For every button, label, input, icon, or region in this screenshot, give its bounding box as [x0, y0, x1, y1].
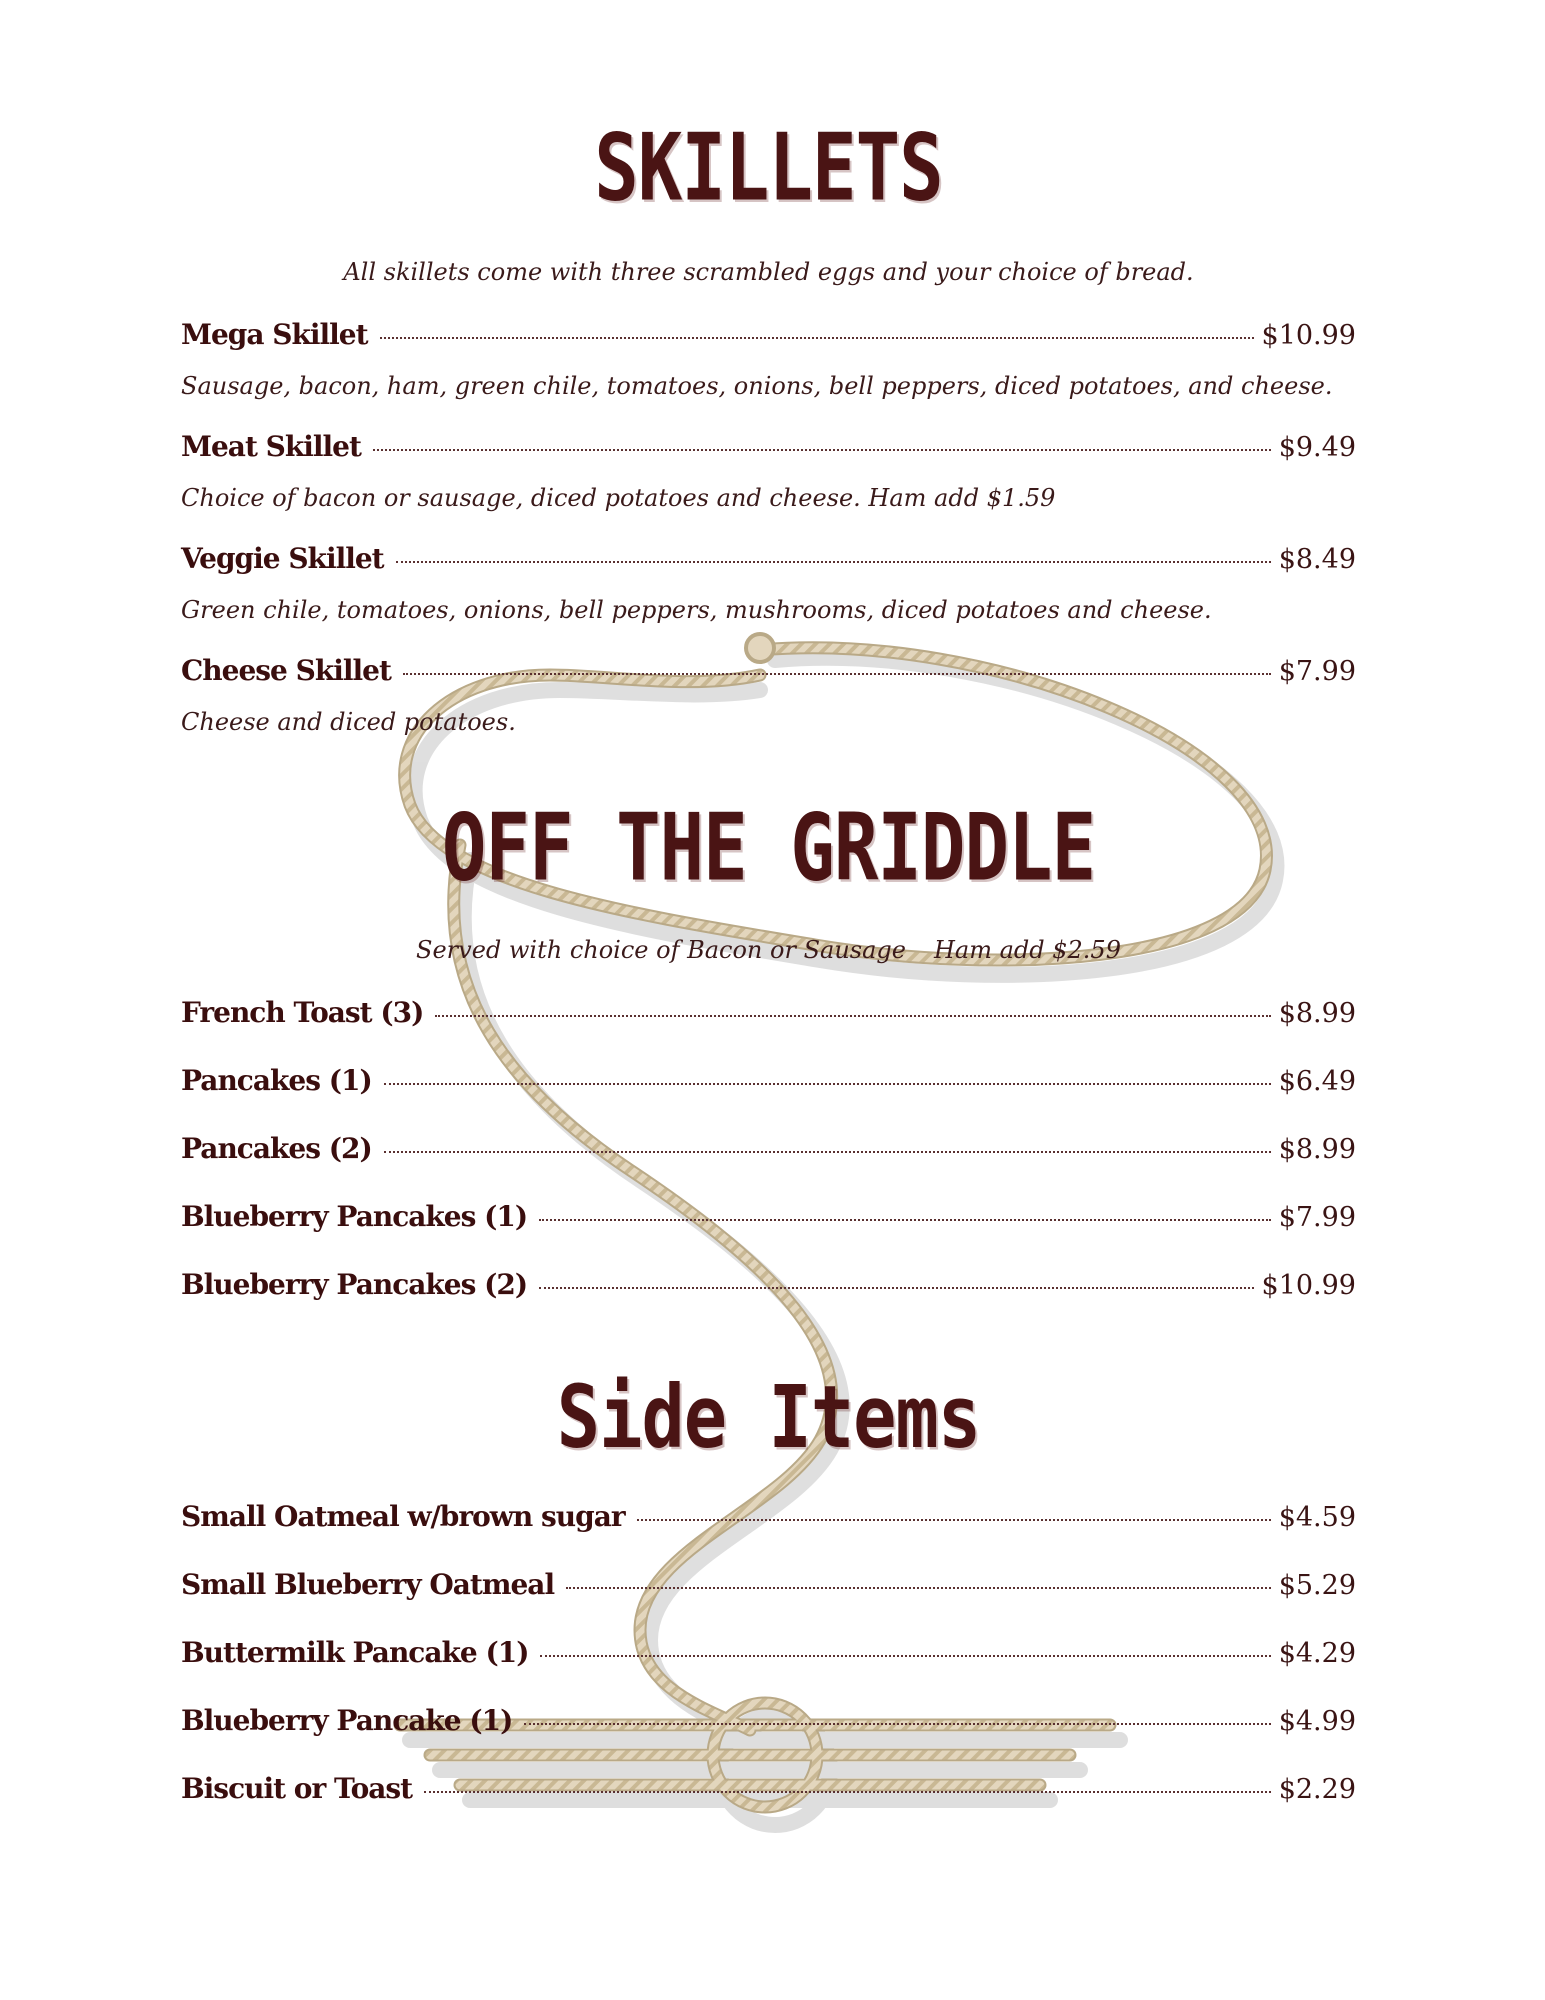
skillets-heading: SKILLETS	[594, 114, 943, 222]
item-name: Pancakes (2)	[181, 1132, 372, 1165]
item-description: Green chile, tomatoes, onions, bell peppers, mushrooms, diced potatoes and cheese.	[181, 596, 1212, 624]
menu-item	[181, 1132, 1356, 1172]
griddle-subtitle	[181, 936, 1356, 964]
item-name: Small Oatmeal w/brown sugar	[181, 1500, 625, 1533]
item-price: $9.49	[1278, 432, 1356, 463]
item-price: $4.59	[1278, 1502, 1356, 1533]
item-price: $8.99	[1278, 998, 1356, 1029]
item-name: Blueberry Pancakes (1)	[181, 1200, 528, 1233]
dot-leader	[435, 1015, 1270, 1017]
menu-item	[181, 1500, 1356, 1540]
item-name: Cheese Skillet	[181, 654, 391, 687]
item-name: Blueberry Pancakes (2)	[181, 1268, 528, 1301]
item-name: Meat Skillet	[181, 430, 361, 463]
dot-leader	[384, 1151, 1271, 1153]
menu-item	[181, 654, 1356, 694]
menu-item	[181, 1636, 1356, 1676]
item-price: $4.29	[1278, 1638, 1356, 1669]
menu-item	[181, 1568, 1356, 1608]
item-price: $4.99	[1278, 1706, 1356, 1737]
dot-leader	[384, 1083, 1271, 1085]
item-price: $10.99	[1261, 1270, 1356, 1301]
item-name: Small Blueberry Oatmeal	[181, 1568, 555, 1601]
item-price: $2.29	[1278, 1774, 1356, 1805]
griddle-subtitle-ham: Ham add $2.59	[933, 936, 1121, 964]
dot-leader	[380, 337, 1254, 339]
dot-leader	[396, 561, 1271, 563]
dot-leader	[524, 1723, 1270, 1725]
dot-leader	[373, 449, 1271, 451]
dot-leader	[566, 1587, 1271, 1589]
item-price: $5.29	[1278, 1570, 1356, 1601]
menu-item	[181, 542, 1356, 582]
item-name: Biscuit or Toast	[181, 1772, 413, 1805]
dot-leader	[403, 673, 1271, 675]
item-price: $8.49	[1278, 544, 1356, 575]
menu-item	[181, 430, 1356, 470]
menu-item	[181, 1064, 1356, 1104]
menu-item	[181, 1200, 1356, 1240]
menu-item	[181, 1772, 1356, 1812]
item-price: $6.49	[1278, 1066, 1356, 1097]
item-name: Buttermilk Pancake (1)	[181, 1636, 529, 1669]
dot-leader	[539, 1287, 1253, 1289]
sides-heading: Side Items	[556, 1366, 981, 1468]
menu-item	[181, 1704, 1356, 1744]
item-name: Pancakes (1)	[181, 1064, 372, 1097]
item-description: Choice of bacon or sausage, diced potatoes and cheese. Ham add $1.59	[181, 484, 1056, 512]
skillets-subtitle: All skillets come with three scrambled eggs and your choice of bread.	[343, 258, 1194, 286]
item-description: Sausage, bacon, ham, green chile, tomatoes, onions, bell peppers, diced potatoes, and cheese.	[181, 372, 1333, 400]
menu-item	[181, 318, 1356, 358]
dot-leader	[540, 1655, 1270, 1657]
item-name: Veggie Skillet	[181, 542, 384, 575]
griddle-heading: OFF THE GRIDDLE	[441, 794, 1096, 902]
dot-leader	[424, 1791, 1271, 1793]
item-price: $10.99	[1261, 320, 1356, 351]
item-name: French Toast (3)	[181, 996, 424, 1029]
griddle-subtitle-main: Served with choice of Bacon or Sausage	[416, 936, 906, 964]
item-price: $7.99	[1278, 1202, 1356, 1233]
item-name: Blueberry Pancake (1)	[181, 1704, 513, 1737]
item-name: Mega Skillet	[181, 318, 368, 351]
item-description: Cheese and diced potatoes.	[181, 708, 516, 736]
menu-item	[181, 1268, 1356, 1308]
menu-item	[181, 996, 1356, 1036]
item-price: $7.99	[1278, 656, 1356, 687]
item-price: $8.99	[1278, 1134, 1356, 1165]
dot-leader	[637, 1519, 1271, 1521]
dot-leader	[539, 1219, 1271, 1221]
